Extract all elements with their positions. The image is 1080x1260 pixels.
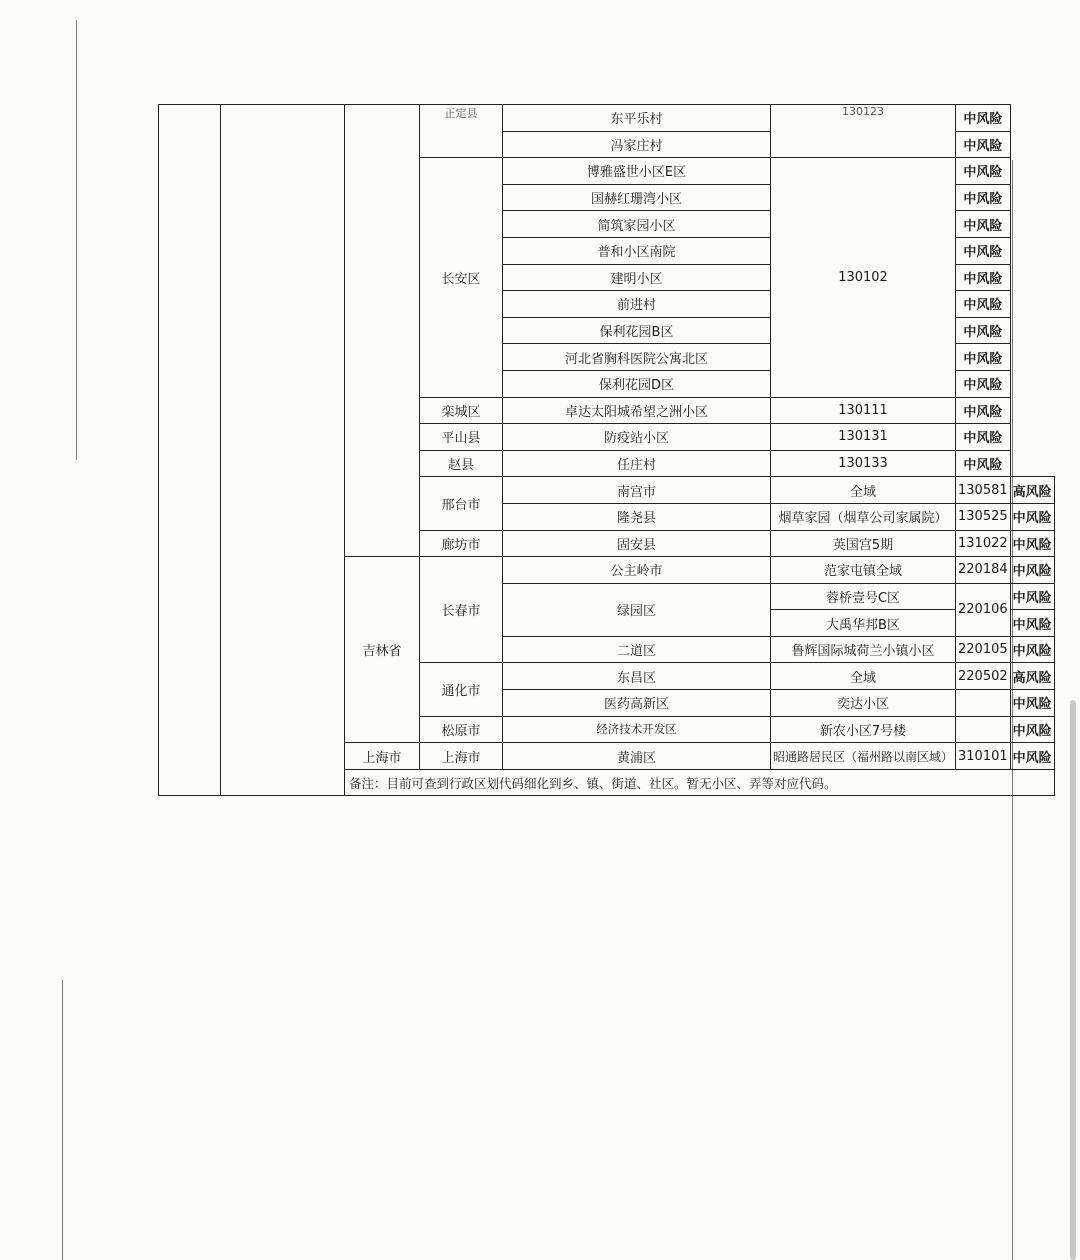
code-cell: 220106: [956, 583, 1011, 636]
risk-cell: 中风险: [956, 344, 1011, 371]
province-cell: 吉林省: [345, 557, 420, 743]
community-cell: 建明小区: [503, 264, 771, 291]
province-column-blank: [221, 105, 345, 796]
risk-cell: 中风险: [1010, 503, 1054, 530]
city-cell: 邢台市: [420, 477, 503, 530]
district-cell: 绿园区: [503, 583, 771, 636]
risk-cell: 中风险: [1010, 636, 1054, 663]
district-cell: 平山县: [420, 424, 503, 451]
province-cell: 上海市: [345, 743, 420, 770]
community-cell: 东平乐村: [503, 105, 771, 132]
community-cell: 简筑家园小区: [503, 211, 771, 238]
risk-cell: 中风险: [956, 184, 1011, 211]
code-cell: 131022: [956, 530, 1011, 557]
risk-cell: 中风险: [1010, 530, 1054, 557]
risk-cell: 中风险: [956, 450, 1011, 477]
code-cell: 220184: [956, 557, 1011, 584]
risk-cell: 中风险: [1010, 690, 1054, 717]
risk-cell: 中风险: [956, 237, 1011, 264]
district-cell: 隆尧县: [503, 503, 771, 530]
district-cell: 赵县: [420, 450, 503, 477]
community-cell: 全域: [771, 663, 956, 690]
community-cell: 全域: [771, 477, 956, 504]
community-cell: 任庄村: [503, 450, 771, 477]
community-cell: 奕达小区: [771, 690, 956, 717]
code-cell: 310101: [956, 743, 1011, 770]
province-column-blank: [159, 105, 221, 796]
risk-cell: 中风险: [1010, 716, 1054, 743]
risk-area-table: [158, 104, 1055, 796]
risk-cell: 高风险: [1010, 663, 1054, 690]
risk-cell: 中风险: [956, 317, 1011, 344]
table-note: 备注：目前可查到行政区划代码细化到乡、镇、街道、社区。暂无小区、弄等对应代码。: [345, 769, 1055, 796]
community-cell: 鲁辉国际城荷兰小镇小区: [771, 636, 956, 663]
risk-cell: 中风险: [1010, 743, 1054, 770]
community-cell: 前进村: [503, 291, 771, 318]
community-cell: 保利花园D区: [503, 370, 771, 397]
community-cell: 新农小区7号楼: [771, 716, 956, 743]
risk-cell: 中风险: [1010, 557, 1054, 584]
community-cell: 防疫站小区: [503, 424, 771, 451]
community-cell: 范家屯镇全域: [771, 557, 956, 584]
risk-cell: 中风险: [956, 397, 1011, 424]
risk-cell: 中风险: [956, 424, 1011, 451]
community-cell: 博雅盛世小区E区: [503, 158, 771, 185]
district-cell: 经济技术开发区: [503, 716, 771, 743]
district-cell: 公主岭市: [503, 557, 771, 584]
code-cell: 130581: [956, 477, 1011, 504]
scan-edge-left-lower: [62, 980, 63, 1260]
community-cell: 河北省胸科医院公寓北区: [503, 344, 771, 371]
community-cell: 卓达太阳城希望之洲小区: [503, 397, 771, 424]
risk-cell: 中风险: [1010, 583, 1054, 610]
risk-cell: 中风险: [956, 131, 1011, 158]
code-cell: 130123: [771, 105, 956, 158]
district-cell: 正定县: [420, 105, 503, 158]
code-cell: 220105: [956, 636, 1011, 663]
code-cell: [956, 690, 1011, 717]
district-cell: 长安区: [420, 158, 503, 397]
code-cell: 220502: [956, 663, 1011, 690]
community-cell: 普和小区南院: [503, 237, 771, 264]
risk-cell: 中风险: [956, 264, 1011, 291]
city-cell: 长春市: [420, 557, 503, 663]
district-cell: 固安县: [503, 530, 771, 557]
risk-cell: 中风险: [956, 291, 1011, 318]
district-cell: 栾城区: [420, 397, 503, 424]
district-cell: 医药高新区: [503, 690, 771, 717]
code-cell: 130131: [771, 424, 956, 451]
community-cell: 国赫红珊湾小区: [503, 184, 771, 211]
community-cell: 英国宫5期: [771, 530, 956, 557]
community-cell: 冯家庄村: [503, 131, 771, 158]
table-row: [159, 105, 1055, 132]
scrollbar[interactable]: [1070, 700, 1076, 1260]
risk-cell: 中风险: [956, 370, 1011, 397]
community-cell: 蓉桥壹号C区: [771, 583, 956, 610]
code-cell: 130111: [771, 397, 956, 424]
city-cell: 廊坊市: [420, 530, 503, 557]
risk-cell: 中风险: [1010, 610, 1054, 637]
code-cell: 130102: [771, 158, 956, 397]
district-cell: 二道区: [503, 636, 771, 663]
risk-cell: 中风险: [956, 211, 1011, 238]
code-cell: 130133: [771, 450, 956, 477]
district-cell: 黄浦区: [503, 743, 771, 770]
risk-cell: 高风险: [1010, 477, 1054, 504]
district-cell: 东昌区: [503, 663, 771, 690]
city-cell: 上海市: [420, 743, 503, 770]
city-cell-blank: [345, 105, 420, 557]
community-cell: 大禹华邦B区: [771, 610, 956, 637]
community-cell: 保利花园B区: [503, 317, 771, 344]
scan-edge-left: [76, 20, 77, 460]
city-cell: 松原市: [420, 716, 503, 743]
city-cell: 通化市: [420, 663, 503, 716]
district-cell: 南宫市: [503, 477, 771, 504]
code-cell: 130525: [956, 503, 1011, 530]
risk-cell: 中风险: [956, 105, 1011, 132]
community-cell: 昭通路居民区（福州路以南区域）: [771, 743, 956, 770]
code-cell: [956, 716, 1011, 743]
community-cell: 烟草家园（烟草公司家属院）: [771, 503, 956, 530]
risk-cell: 中风险: [956, 158, 1011, 185]
